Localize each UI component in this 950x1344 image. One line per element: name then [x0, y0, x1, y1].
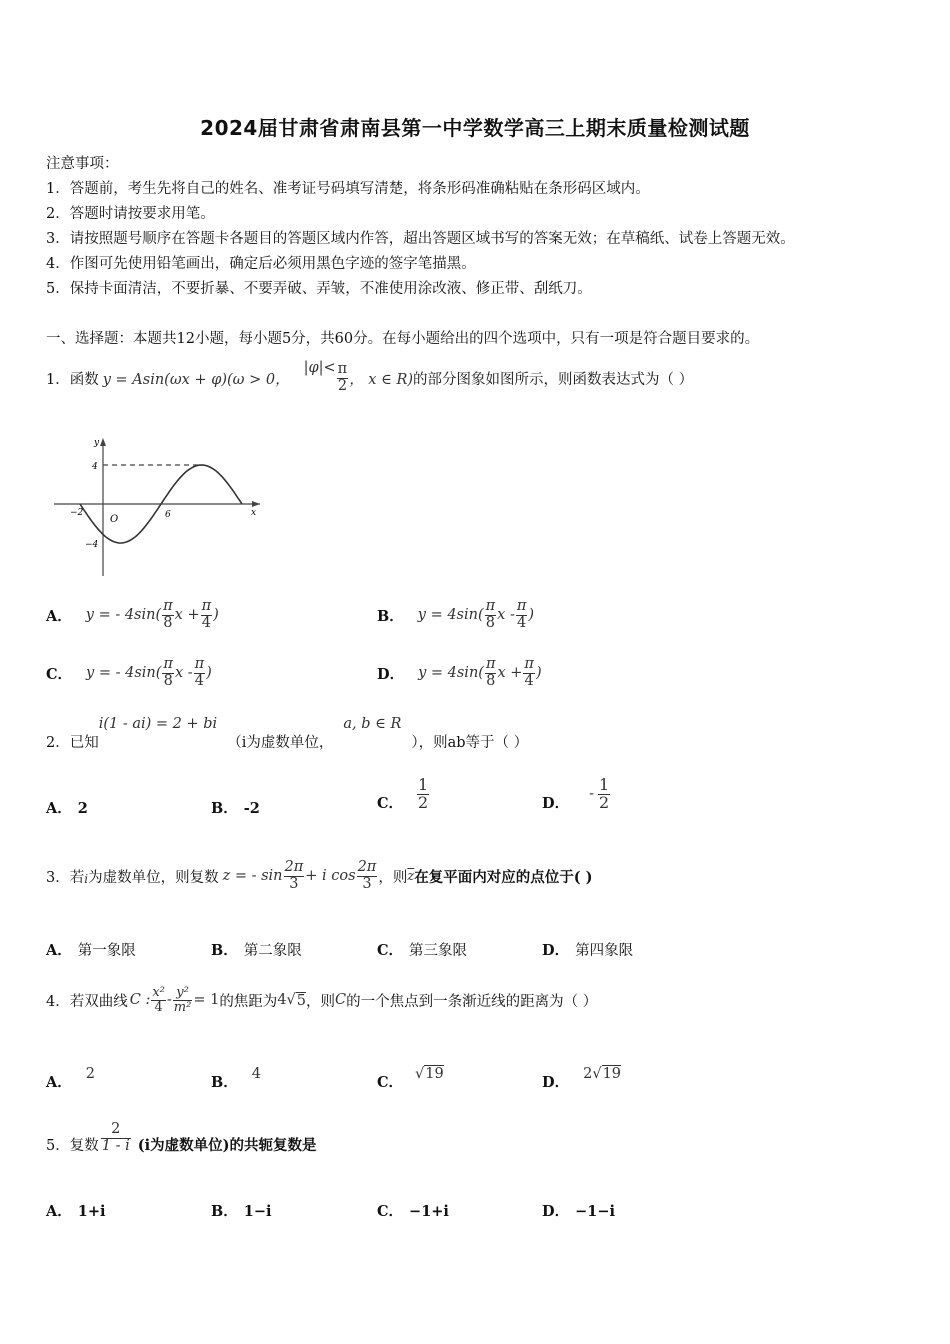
notice-item: 1．答题前，考生先将自己的姓名、准考证号码填写清楚，将条形码准确粘贴在条形码区域内。	[46, 181, 650, 197]
complex-formula: z = - sin	[222, 868, 283, 884]
question-4: 4．若双曲线 C : $\frac{\text{x²}}{4}$ - $\frac{\text{y²}}{\text{m²}}$ = 1 的焦距为 4 √ 5 ，则 C 的一个焦点到一条渐近线的距离为（ ）	[46, 984, 598, 1015]
x-axis-label: x	[251, 508, 257, 518]
option-label: B．	[211, 800, 238, 817]
phi-condition: |φ|<	[303, 360, 336, 376]
option-label: A．	[46, 800, 72, 817]
option-value: 1−i	[243, 1203, 272, 1220]
option-label: A．	[46, 607, 72, 625]
option-label: B．	[377, 607, 404, 625]
option-value: 第一象限	[77, 943, 136, 959]
option-formula: )	[528, 607, 535, 623]
tick-label: −2	[70, 508, 84, 518]
section-heading: 一、选择题：本题共12小题，每小题5分，共60分。在每小题给出的四个选项中，只有一项是符合题目要求的。	[46, 331, 760, 347]
option-formula: y = 4sin(	[417, 607, 484, 623]
option-d[interactable]	[542, 1200, 615, 1221]
y-axis-arrow	[100, 438, 106, 446]
focal-coef: 4	[277, 992, 287, 1008]
notice-item: 5．保持卡面清洁，不要折暴、不要弄破、弄皱，不准使用涂改液、修正带、刮纸刀。	[46, 281, 592, 297]
option-label: C．	[377, 942, 404, 959]
minus-sign: -	[166, 992, 172, 1008]
option-c[interactable]	[46, 652, 212, 694]
tick-label: 4	[92, 462, 98, 472]
x-condition: ， x ∈ R)	[349, 371, 414, 388]
question-number: 2．已知	[46, 735, 99, 751]
tick-label: −4	[85, 540, 99, 550]
option-label: A．	[46, 1074, 72, 1091]
option-d[interactable]: D． 2 √ 19	[542, 1066, 622, 1091]
option-b[interactable]	[211, 1062, 261, 1092]
tick-label: 6	[165, 510, 171, 520]
option-formula: )	[213, 607, 219, 623]
question-5	[46, 1112, 316, 1164]
fraction: $\frac{2\pi}{3}$	[357, 859, 377, 892]
option-c[interactable]	[377, 939, 467, 960]
fraction: $\frac{\pi}{8}$	[485, 598, 496, 631]
option-label: D．	[542, 1074, 570, 1091]
fraction: $\frac{\pi}{8}$	[485, 656, 496, 689]
option-a[interactable]	[46, 1200, 106, 1221]
option-label: D．	[542, 794, 570, 812]
option-a[interactable]	[46, 797, 88, 818]
option-label: B．	[211, 1074, 238, 1091]
question-text: 的部分图象如图所示，则函数表达式为（ ）	[413, 371, 694, 388]
option-label: C．	[377, 1074, 404, 1091]
hyperbola-name: C	[335, 992, 347, 1008]
question-2	[46, 706, 528, 752]
fraction: $\frac{\pi}{8}$	[163, 598, 173, 631]
option-value: 2	[85, 1066, 95, 1082]
option-formula: )	[206, 665, 212, 681]
question-text: ，则	[306, 993, 336, 1010]
option-value: 19	[602, 1066, 622, 1082]
question-1	[46, 355, 693, 401]
origin-label: O	[110, 514, 119, 525]
option-value: 4	[251, 1066, 261, 1082]
fraction: $\frac{\text{y²}}{\text{m²}}$	[173, 984, 192, 1015]
condition: a, b ∈ R	[343, 716, 402, 732]
fraction: $\frac{\pi}{4}$	[516, 598, 527, 631]
question-text: 的焦距为	[219, 993, 278, 1010]
option-label: A．	[46, 942, 72, 959]
option-d[interactable]	[377, 652, 542, 694]
option-value: 第二象限	[243, 943, 302, 959]
question-3	[46, 852, 592, 900]
question-text: ，则	[378, 869, 408, 886]
equals-one: = 1	[193, 992, 220, 1008]
page-title: 2024届甘肃省肃南县第一中学数学高三上期末质量检测试题	[200, 116, 750, 140]
option-formula: y = - 4sin(	[86, 665, 162, 681]
notice-item: 2．答题时请按要求用笔。	[46, 206, 215, 222]
question-text: (i为虚数单位)的共轭复数是	[137, 1136, 317, 1154]
question-number: 5．复数	[46, 1137, 99, 1154]
fraction: $\frac{\text{x²}}{4}$	[152, 984, 165, 1015]
question-text: ），则ab等于（ ）	[411, 735, 529, 751]
y-axis-label: y	[94, 438, 100, 448]
option-label: D．	[377, 665, 405, 683]
option-label: C．	[46, 665, 73, 683]
fraction: $\frac{\pi}{4}$	[194, 656, 205, 689]
option-value: 1+i	[77, 1203, 106, 1220]
fraction: $\frac{\pi}{4}$	[524, 656, 534, 689]
option-d[interactable]	[542, 770, 611, 818]
complex-formula: + i cos	[305, 868, 356, 884]
notice-heading: 注意事项：	[46, 156, 119, 172]
option-d[interactable]	[542, 939, 633, 960]
fraction: $\frac{2\pi}{3}$	[284, 859, 304, 892]
option-formula: x -	[497, 607, 515, 623]
option-a[interactable]	[46, 939, 136, 960]
question-number: 1．函数	[46, 371, 99, 388]
notice-item: 4．作图可先使用铅笔画出，确定后必须用黑色字迹的签字笔描黑。	[46, 256, 476, 272]
notice-item: 3．请按照题号顺序在答题卡各题目的答题区域内作答，超出答题区域书写的答案无效；在草稿纸、试卷上答题无效。	[46, 231, 795, 247]
option-b[interactable]	[211, 797, 260, 818]
question-text: （i为虚数单位，	[227, 735, 334, 751]
conjugate-z: $\overline{z}$	[407, 868, 415, 884]
option-coef: 2	[583, 1066, 593, 1082]
question-text: 在复平面内对应的点位于( )	[414, 868, 593, 886]
focal-root: 5	[296, 992, 307, 1009]
option-label: A．	[46, 1203, 72, 1220]
option-c[interactable]: C． √ 19	[377, 1066, 444, 1091]
option-b[interactable]	[211, 939, 302, 960]
question-number: 3．若	[46, 869, 85, 886]
option-a[interactable]	[46, 594, 219, 636]
option-value: 2	[77, 800, 88, 817]
option-b[interactable]	[377, 594, 534, 636]
option-value: 第四象限	[575, 943, 634, 959]
fraction: $\frac{2}{1 - i}$	[101, 1121, 130, 1154]
hyperbola-name: C :	[129, 992, 151, 1008]
option-label: B．	[211, 1203, 238, 1220]
option-value: −1+i	[409, 1203, 449, 1220]
option-value: 第三象限	[409, 943, 468, 959]
question-number: 4．若双曲线	[46, 993, 128, 1010]
question-text: 的一个焦点到一条渐近线的距离为（ ）	[346, 993, 598, 1010]
option-formula: )	[535, 665, 542, 681]
sine-graph	[48, 432, 268, 582]
imaginary-unit: i	[84, 872, 89, 886]
option-label: D．	[542, 1203, 570, 1220]
fraction: $\frac{1}{2}$	[598, 774, 610, 812]
option-value: 19	[425, 1066, 444, 1082]
function-formula: y = Asin(ωx + φ)(ω > 0，	[102, 371, 290, 388]
option-value: −1−i	[575, 1203, 615, 1220]
option-label: B．	[211, 942, 238, 959]
option-formula: x -	[174, 665, 193, 681]
fraction: $\frac{\pi}{8}$	[163, 656, 173, 689]
option-label: C．	[377, 794, 404, 812]
fraction: $\frac{\pi}{4}$	[201, 598, 212, 631]
pi-over-2: $\frac{\pi}{2}$	[337, 361, 348, 394]
question-text: 为虚数单位，则复数	[88, 869, 219, 886]
option-formula: y = - 4sin(	[85, 607, 162, 623]
option-c[interactable]	[377, 770, 430, 818]
option-formula: x +	[497, 665, 523, 681]
x-axis-arrow	[252, 501, 260, 507]
fraction: $\frac{1}{2}$	[418, 774, 429, 812]
equation: i(1 - ai) = 2 + bi	[98, 716, 218, 732]
option-c[interactable]	[377, 1200, 449, 1221]
option-label: C．	[377, 1203, 404, 1220]
option-value: -2	[243, 800, 260, 817]
option-a[interactable]	[46, 1062, 95, 1092]
option-b[interactable]	[211, 1200, 272, 1221]
option-formula: x +	[174, 607, 200, 623]
option-label: D．	[542, 942, 570, 959]
minus-sign: -	[589, 786, 594, 802]
option-formula: y = 4sin(	[418, 665, 484, 681]
